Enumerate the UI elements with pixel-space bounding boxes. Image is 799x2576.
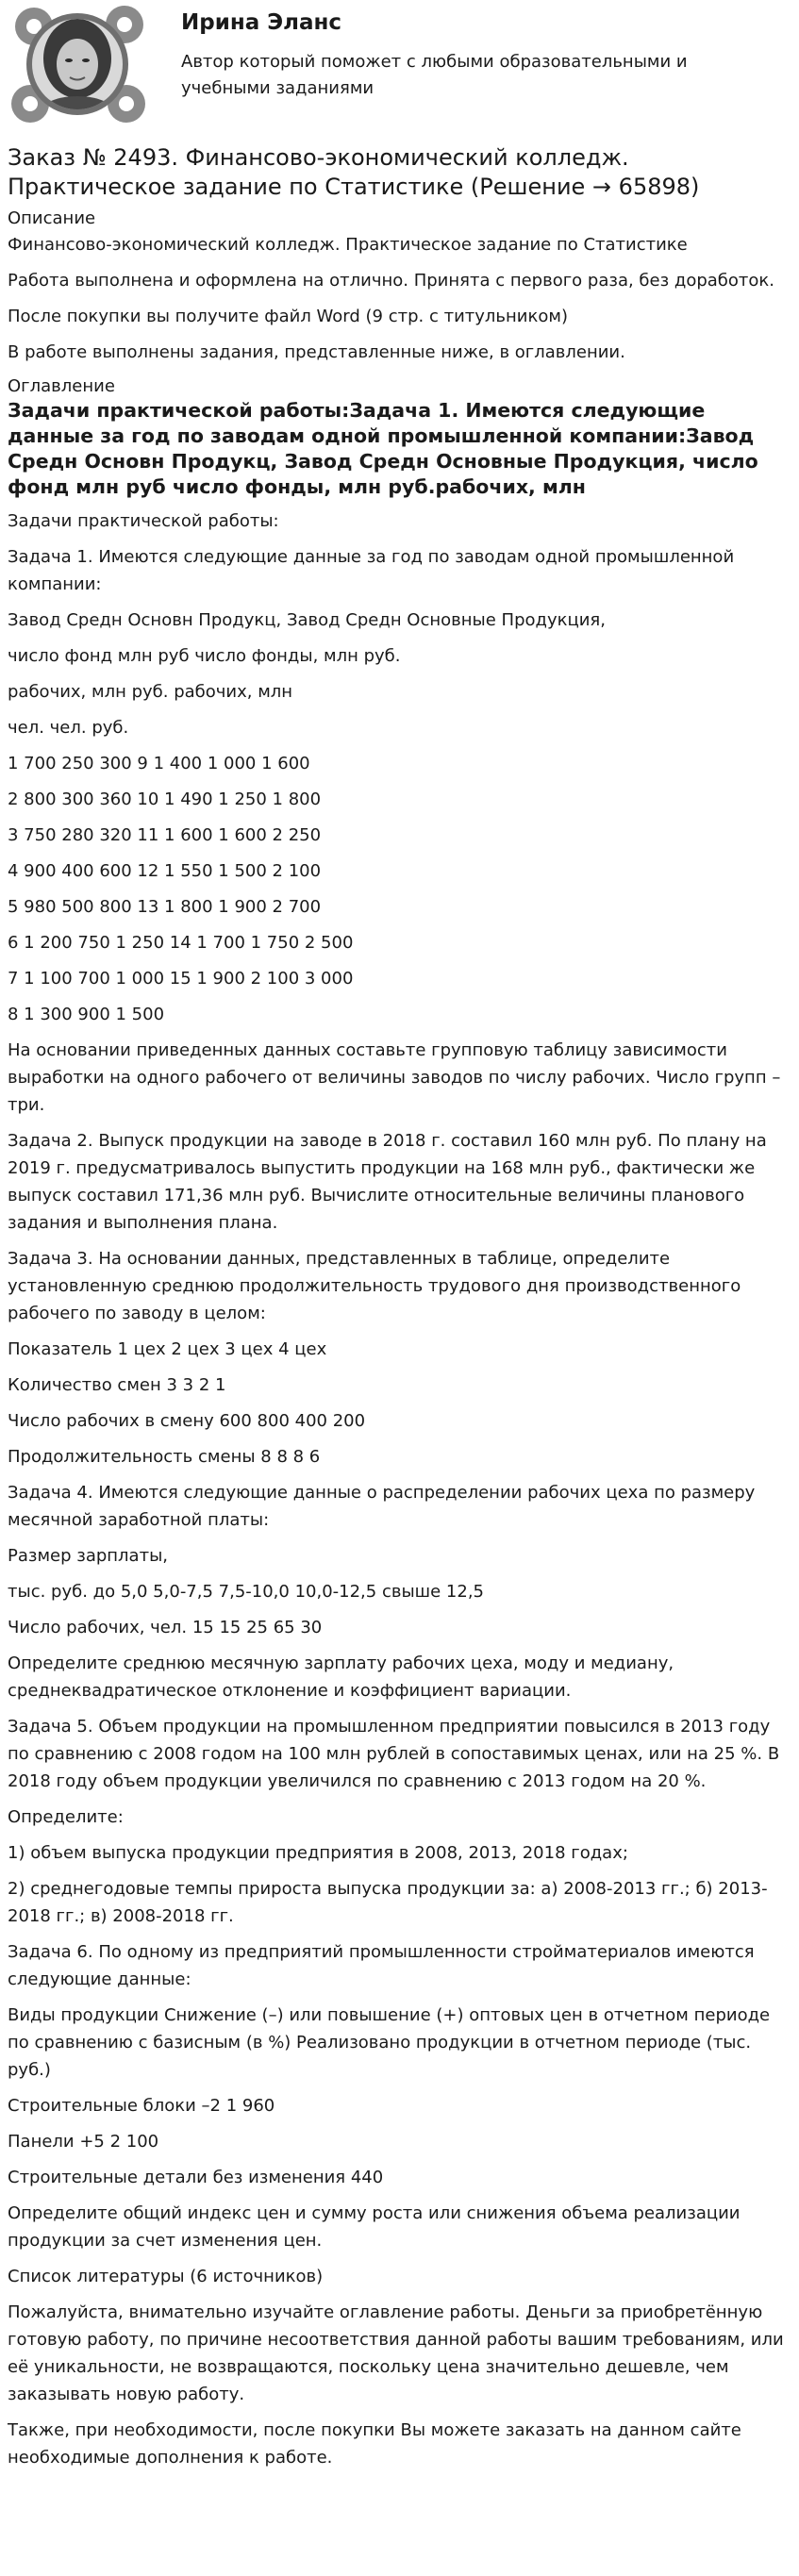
description-paragraph: В работе выполнены задания, представленные ниже, в оглавлении. (8, 342, 625, 362)
toc-label: Оглавление (8, 376, 115, 396)
content-paragraph: 2 800 300 360 10 1 490 1 250 1 800 (8, 789, 322, 809)
content-paragraph: Размер зарплаты, (8, 1546, 169, 1566)
content-paragraph: 7 1 100 700 1 000 15 1 900 2 100 3 000 (8, 969, 354, 989)
content-paragraph: Задача 2. Выпуск продукции на заводе в 2018 г. составил 160 млн руб. По плану на 2019 г. предусматривалось выпустить продукции на 168 млн руб., фактически же выпуск составил 171,36 млн руб. Вычислите относительные величины планового задания и выполнения плана. (8, 1131, 767, 1233)
content-paragraph: Показатель 1 цех 2 цех 3 цех 4 цех (8, 1339, 327, 1359)
content-paragraph: Строительные блоки –2 1 960 (8, 2096, 275, 2116)
content-paragraph: чел. чел. руб. (8, 718, 129, 738)
description-paragraph: После покупки вы получите файл Word (9 стр. с титульником) (8, 307, 568, 326)
content-paragraph: рабочих, млн руб. рабочих, млн (8, 682, 293, 702)
author-avatar (9, 6, 160, 130)
content-paragraph: 2) среднегодовые темпы прироста выпуска продукции за: а) 2008-2013 гг.; б) 2013-2018 гг.; в) 2008-2018 гг. (8, 1879, 768, 1926)
content-paragraph: 1 700 250 300 9 1 400 1 000 1 600 (8, 754, 310, 773)
content-paragraph: Число рабочих, чел. 15 15 25 65 30 (8, 1618, 323, 1637)
content-paragraph: тыс. руб. до 5,0 5,0-7,5 7,5-10,0 10,0-12,5 свыше 12,5 (8, 1582, 485, 1602)
author-card (8, 6, 791, 130)
content-paragraph: Определите среднюю месячную зарплату рабочих цеха, моду и медиану, среднеквадратическое отклонение и коэффициент вариации. (8, 1654, 674, 1701)
description-block (8, 231, 791, 366)
author-description: Автор который поможет с любыми образовательными и учебными заданиями (181, 52, 688, 98)
content-paragraph: 6 1 200 750 1 250 14 1 700 1 750 2 500 (8, 933, 354, 953)
content-paragraph: 1) объем выпуска продукции предприятия в 2008, 2013, 2018 годах; (8, 1843, 628, 1863)
content-paragraph: Число рабочих в смену 600 800 400 200 (8, 1411, 366, 1431)
toc-heading: Задачи практической работы:Задача 1. Имеются следующие данные за год по заводам одной промышленной компании:Завод Средн Основн Продукц, Завод Средн Основные Продукция, число фонд млн руб число фонды, млн руб.рабочих, млн (8, 399, 758, 498)
author-info (181, 6, 747, 102)
content-paragraph: Определите: (8, 1807, 124, 1827)
content-paragraph: Продолжительность смены 8 8 8 6 (8, 1447, 321, 1467)
content-paragraph: Панели +5 2 100 (8, 2132, 159, 2152)
content-paragraph: Задача 5. Объем продукции на промышленном предприятии повысился в 2013 году по сравнению с 2008 годом на 100 млн рублей в сопоставимых ценах, или на 25 %. В 2018 году объем продукции увеличился по сравнению с 2013 годом на 20 %. (8, 1717, 780, 1791)
content-paragraph: Задача 1. Имеются следующие данные за год по заводам одной промышленной компании: (8, 547, 735, 594)
content-paragraph: Строительные детали без изменения 440 (8, 2168, 384, 2187)
description-label: Описание (8, 208, 96, 228)
content-paragraph: Список литературы (6 источников) (8, 2267, 324, 2286)
content-paragraph: Также, при необходимости, после покупки Вы можете заказать на данном сайте необходимые дополнения к работе. (8, 2420, 741, 2468)
content-paragraph: Завод Средн Основн Продукц, Завод Средн Основные Продукция, (8, 610, 606, 630)
content-paragraph: Задача 4. Имеются следующие данные о распределении рабочих цеха по размеру месячной заработной платы: (8, 1483, 756, 1530)
content-paragraph: 5 980 500 800 13 1 800 1 900 2 700 (8, 897, 322, 917)
content-paragraph: Задача 6. По одному из предприятий промышленности стройматериалов имеются следующие данные: (8, 1942, 755, 1989)
content-paragraph: 3 750 280 320 11 1 600 1 600 2 250 (8, 825, 322, 845)
content-paragraph: Количество смен 3 3 2 1 (8, 1375, 226, 1395)
content-paragraph: На основании приведенных данных составьте групповую таблицу зависимости выработки на одного рабочего от величины заводов по числу рабочих. Число групп – три. (8, 1040, 781, 1115)
description-paragraph: Финансово-экономический колледж. Практическое задание по Статистике (8, 235, 688, 255)
content-paragraph: Пожалуйста, внимательно изучайте оглавление работы. Деньги за приобретённую готовую работу, по причине несоответствия данной работы вашим требованиям, или её уникальности, не возвращаются, поскольку цена значительно дешевле, чем заказывать новую работу. (8, 2302, 784, 2404)
content-block (8, 507, 791, 2471)
content-paragraph: Виды продукции Снижение (–) или повышение (+) оптовых цен в отчетном периоде по сравнению с базисным (в %) Реализовано продукции в отчетном периоде (тыс. руб.) (8, 2005, 771, 2080)
content-paragraph: Задачи практической работы: (8, 511, 279, 531)
author-name[interactable]: Ирина Эланс (181, 10, 342, 35)
content-paragraph: 4 900 400 600 12 1 550 1 500 2 100 (8, 861, 322, 881)
content-paragraph: Задача 3. На основании данных, представленных в таблице, определите установленную среднюю продолжительность трудового дня производственного рабочего по заводу в целом: (8, 1249, 741, 1323)
description-paragraph: Работа выполнена и оформлена на отлично. Принята с первого раза, без доработок. (8, 271, 775, 291)
content-paragraph: Определите общий индекс цен и сумму роста или снижения объема реализации продукции за счет изменения цен. (8, 2203, 741, 2251)
order-title: Заказ № 2493. Финансово-экономический колледж. Практическое задание по Статистике (Решение → 65898) (8, 144, 700, 200)
content-paragraph: 8 1 300 900 1 500 (8, 1005, 165, 1024)
content-paragraph: число фонд млн руб число фонды, млн руб. (8, 646, 401, 666)
